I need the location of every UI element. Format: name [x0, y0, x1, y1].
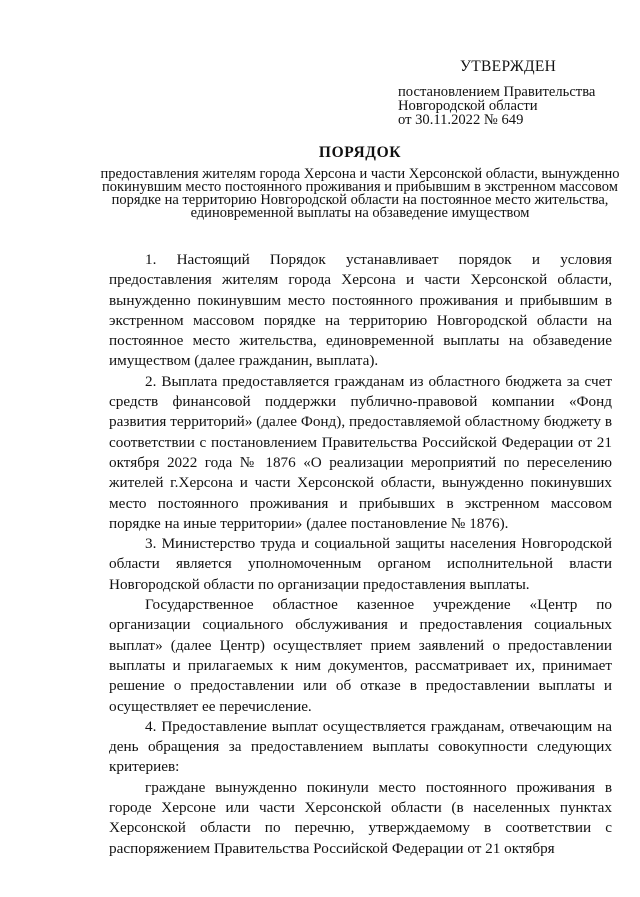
- document-subtitle: предоставления жителям города Херсона и части Херсонской области, вынужденно покинувшим место постоянного проживания и прибывшим в экстренном массовом порядке на территорию Новгородской области на постоянное место жительства, единовременной выплаты на обзаведение имуществом: [100, 166, 620, 221]
- paragraph-2: 2. Выплата предоставляется гражданам из областного бюджета за счет средств финансовой поддержки публично-правовой компании «Фонд развития территорий» (далее Фонд), предоставляемой областному бюджету в соответствии с постановлением Правительства Российской Федерации от 21 октября 2022 года № 1876 «О реализации мероприятий по переселению жителей г.Херсона и части Херсонской области, вынужденно покинувших место постоянного проживания и прибывших в экстренном массовом порядке на иные территории» (далее постановление № 1876).: [109, 372, 612, 532]
- approval-line-1: постановлением Правительства: [398, 84, 596, 100]
- approval-line-2: Новгородской области: [398, 98, 538, 114]
- paragraph-6: граждане вынужденно покинули место постоянного проживания в городе Херсоне или части Херсонской области (в населенных пунктах Херсонской области по перечню, утверждаемому в соответствии с распоряжением Правительства Российской Федерации от 21 октября: [109, 778, 612, 857]
- paragraph-4: Государственное областное казенное учреждение «Центр по организации социального обслуживания и предоставления социальных выплат» (далее Центр) осуществляет прием заявлений о предоставлении выплаты и прилагаемых к ним документов, рассматривает их, принимает решение о предоставлении или об отказе в предоставлении выплаты и осуществляет ее перечисление.: [109, 596, 612, 715]
- paragraph-5: 4. Предоставление выплат осуществляется гражданам, отвечающим на день обращения за предоставлением выплаты совокупности следующих критериев:: [109, 717, 612, 776]
- paragraph-1: 1. Настоящий Порядок устанавливает порядок и условия предоставления жителям города Херсона и части Херсонской области, вынужденно покинувшим место постоянного проживания и прибывшим в экстренном массовом порядке на территорию Новгородской области на постоянное место жительства, единовременной выплаты на обзаведение имуществом (далее гражданин, выплата).: [109, 251, 612, 370]
- document-title: ПОРЯДОК: [318, 144, 402, 161]
- approval-line-3: от 30.11.2022 № 649: [398, 112, 524, 128]
- document-body: [109, 250, 612, 859]
- approval-title: УТВЕРЖДЕН: [460, 58, 557, 75]
- approval-stamp: [398, 58, 628, 127]
- paragraph-3: 3. Министерство труда и социальной защиты населения Новгородской области является уполномоченным органом исполнительной власти Новгородской области по организации предоставления выплаты.: [109, 535, 612, 593]
